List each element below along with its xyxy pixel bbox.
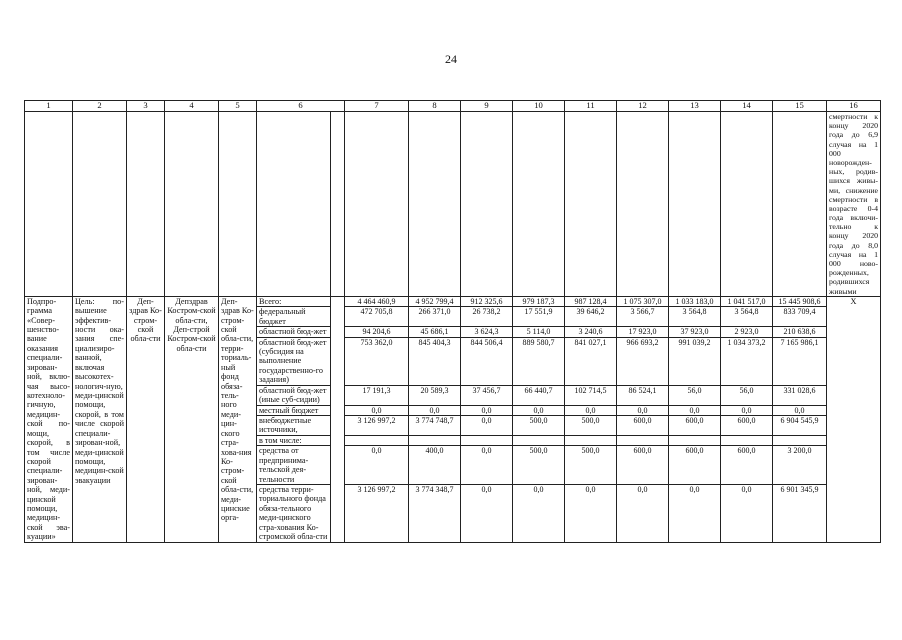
col-num: 6 [257, 101, 345, 112]
value-cell: 0,0 [721, 485, 773, 543]
value-cell: 987 128,4 [565, 296, 617, 306]
value-cell: 991 039,2 [669, 337, 721, 385]
value-cell: 17 551,9 [513, 307, 565, 327]
source-label: средства от предпринима-тельской дея-тельности [257, 446, 331, 485]
col-num: 14 [721, 101, 773, 112]
value-cell: 5 114,0 [513, 327, 565, 337]
value-cell: 1 034 373,2 [721, 337, 773, 385]
value-cell: 500,0 [513, 416, 565, 436]
value-cell: 6 904 545,9 [773, 416, 827, 436]
value-cell: 0,0 [669, 405, 721, 415]
source-label: в том числе: [257, 435, 331, 445]
value-cell: 7 165 986,1 [773, 337, 827, 385]
col-num: 15 [773, 101, 827, 112]
value-cell: 331 028,6 [773, 385, 827, 405]
target-indicator-note: смертности к концу 2020 года до 6,9 случая на 1 000 новорожден-ных, родив-шихся живы-ми, снижение смертности в возрасте 0-4 года включи-тельно к концу 2020 года до 8,0 случая на 1 000 ново-рожденных, родившихся живыми [827, 112, 881, 297]
value-cell: 3 774 348,7 [409, 485, 461, 543]
value-cell: 20 589,3 [409, 385, 461, 405]
value-cell: 845 404,3 [409, 337, 461, 385]
value-cell: 1 033 183,0 [669, 296, 721, 306]
value-cell: 600,0 [721, 446, 773, 485]
value-cell: 0,0 [345, 446, 409, 485]
col-num: 4 [165, 101, 219, 112]
value-cell: 0,0 [721, 405, 773, 415]
col-num: 2 [73, 101, 127, 112]
executor-col5: Деп-здрав Ко-стром-ской обла-сти, терри-ториаль-ный фонд обяза-тель-ного меди-цин-ского стра-хова-ния Ко-стром-ской обла-сти, меди-цинские орга- [219, 296, 257, 542]
value-cell: 889 580,7 [513, 337, 565, 385]
source-label: Всего: [257, 296, 331, 306]
source-label: областной бюд-жет (иные суб-сидии) [257, 385, 331, 405]
value-cell: 0,0 [461, 405, 513, 415]
value-cell: 0,0 [513, 405, 565, 415]
value-cell: 0,0 [513, 485, 565, 543]
value-cell: 37 456,7 [461, 385, 513, 405]
value-cell: 500,0 [565, 416, 617, 436]
value-cell: 0,0 [773, 405, 827, 415]
page-number: 24 [445, 52, 457, 66]
source-label: внебюджетные источники, [257, 416, 331, 436]
program-table [24, 100, 881, 543]
column-number-row [25, 101, 881, 112]
value-cell: 0,0 [565, 485, 617, 543]
value-cell: 94 204,6 [345, 327, 409, 337]
value-cell: 844 506,4 [461, 337, 513, 385]
value-cell: 56,0 [721, 385, 773, 405]
value-cell: 2 923,0 [721, 327, 773, 337]
col-num: 9 [461, 101, 513, 112]
value-cell: 0,0 [669, 485, 721, 543]
value-cell: 0,0 [617, 405, 669, 415]
source-label: областной бюд-жет [257, 327, 331, 337]
col-num: 3 [127, 101, 165, 112]
continuation-row [25, 112, 881, 297]
value-cell: 4 464 460,9 [345, 296, 409, 306]
value-cell: 0,0 [409, 405, 461, 415]
value-cell: 753 362,0 [345, 337, 409, 385]
value-cell: 966 693,2 [617, 337, 669, 385]
value-cell: 3 624,3 [461, 327, 513, 337]
value-cell: 86 524,1 [617, 385, 669, 405]
value-cell: 841 027,1 [565, 337, 617, 385]
source-label: областной бюд-жет (субсидия на выполнение государственно-го задания) [257, 337, 331, 385]
value-cell: 17 923,0 [617, 327, 669, 337]
value-cell: 3 200,0 [773, 446, 827, 485]
value-cell: 600,0 [617, 446, 669, 485]
value-cell: 833 709,4 [773, 307, 827, 327]
col-num: 11 [565, 101, 617, 112]
value-cell: 4 952 799,4 [409, 296, 461, 306]
value-cell: 0,0 [461, 416, 513, 436]
col-num: 16 [827, 101, 881, 112]
value-cell: 1 041 517,0 [721, 296, 773, 306]
value-cell: 400,0 [409, 446, 461, 485]
col-num: 1 [25, 101, 73, 112]
col-num: 12 [617, 101, 669, 112]
value-cell: 600,0 [669, 416, 721, 436]
value-cell: 912 325,6 [461, 296, 513, 306]
value-cell: 600,0 [617, 416, 669, 436]
value-cell: 17 191,3 [345, 385, 409, 405]
value-cell: 979 187,3 [513, 296, 565, 306]
value-cell: 600,0 [669, 446, 721, 485]
executor-col4: Депздрав Костром-ской обла-сти, Деп-строй Костром-ской обла-сти [165, 296, 219, 542]
value-cell: 66 440,7 [513, 385, 565, 405]
value-cell: 3 774 748,7 [409, 416, 461, 436]
value-cell: 3 566,7 [617, 307, 669, 327]
goal-text: Цель: по-вышение эффектив-ности ока-зания спе-циализиро-ванной, включая высокотех-нологич-ную, меди-цинской помощи, скорой, в том числе скорой специали-зирован-ной, меди-цинской помощи, медицин-ской эвакуации [73, 296, 127, 542]
value-cell: 266 371,0 [409, 307, 461, 327]
source-label: средства терри-ториального фонда обяза-тельного меди-цинского стра-хования Ко-стромской обла-сти [257, 485, 331, 543]
value-cell: 3 564,8 [721, 307, 773, 327]
value-cell: 0,0 [617, 485, 669, 543]
value-cell: 37 923,0 [669, 327, 721, 337]
value-cell: 0,0 [345, 405, 409, 415]
value-cell: 0,0 [461, 446, 513, 485]
value-cell: 102 714,5 [565, 385, 617, 405]
finance-row [25, 296, 881, 306]
value-cell: 26 738,2 [461, 307, 513, 327]
value-cell: 210 638,6 [773, 327, 827, 337]
value-cell: 15 445 908,6 [773, 296, 827, 306]
value-cell: 0,0 [565, 405, 617, 415]
source-label: федеральный бюджет [257, 307, 331, 327]
value-cell: 45 686,1 [409, 327, 461, 337]
col-num: 8 [409, 101, 461, 112]
value-cell: 56,0 [669, 385, 721, 405]
value-cell: 3 126 997,2 [345, 485, 409, 543]
value-cell: 600,0 [721, 416, 773, 436]
value-cell: 472 705,8 [345, 307, 409, 327]
col-num: 7 [345, 101, 409, 112]
value-cell: 3 240,6 [565, 327, 617, 337]
source-label: местный бюджет [257, 405, 331, 415]
subprogram-name: Подпро-грамма «Совер-шенство-вание оказания специали-зирован-ной, вклю-чая высо-котехноло-гичную, медицин-ской по-мощи, скорой, в том числе скорой специали-зирован-ной, меди-цинской помощи, медицин-ской эва-куации» [25, 296, 73, 542]
value-cell: 39 646,2 [565, 307, 617, 327]
value-cell: 3 126 997,2 [345, 416, 409, 436]
col-num: 5 [219, 101, 257, 112]
value-cell: 1 075 307,0 [617, 296, 669, 306]
col-num: 10 [513, 101, 565, 112]
value-cell: 500,0 [565, 446, 617, 485]
value-cell: 0,0 [461, 485, 513, 543]
indicator-mark: X [827, 296, 881, 542]
value-cell: 500,0 [513, 446, 565, 485]
value-cell: 3 564,8 [669, 307, 721, 327]
col-num: 13 [669, 101, 721, 112]
value-cell: 6 901 345,9 [773, 485, 827, 543]
executor-col3: Деп-здрав Ко-стром-ской обла-сти [127, 296, 165, 542]
